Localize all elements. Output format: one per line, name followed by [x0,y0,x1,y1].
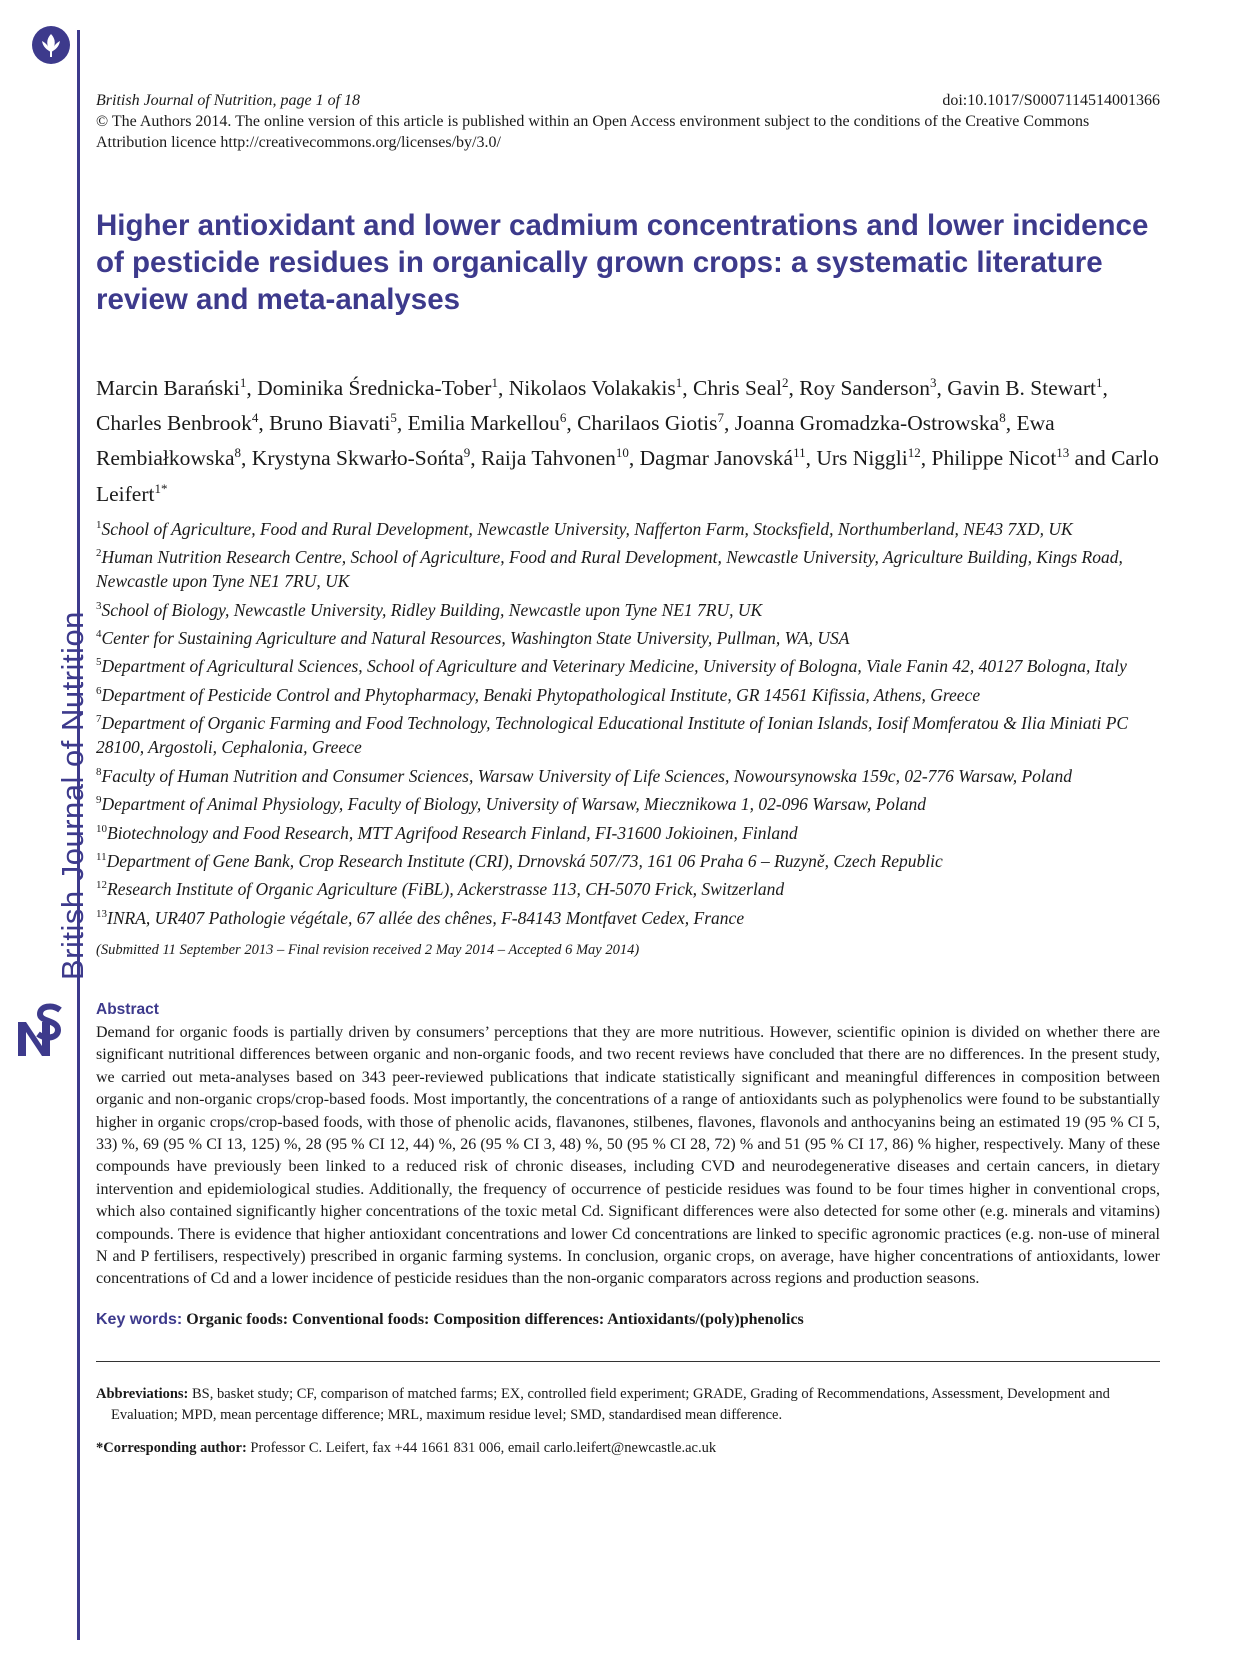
affiliation-number: 6 [96,684,102,697]
author-name: Joanna Gromadzka-Ostrowska$^8$ [734,410,1006,436]
affiliation-item [96,594,1160,622]
author-name: Chris Seal$^2$ [693,375,789,401]
journal-page-ref: British Journal of Nutrition, page 1 of 18 [96,92,361,109]
affiliation-number: 2 [96,546,102,559]
author-affiliation-marker: 1 [239,375,247,390]
leaf-circle-icon [32,26,70,64]
affiliation-number: 5 [96,656,102,669]
abbreviations-footnote [96,1384,1160,1426]
affiliation-item [96,679,1160,707]
affiliation-item [96,650,1160,678]
author-affiliation-marker: 4 [251,410,259,426]
author-affiliation-marker: 1 [491,375,498,390]
author-name: Raija Tahvonen$^{10}$ [481,445,629,471]
author-list: Marcin Barański$^1$, Dominika Średnicka-Tober$^1$, Nikolaos Volakakis$^1$, Chris Seal$^2$, Roy Sanderson$^3$, Gavin B. Stewart$^1$, Charles Benbrook$^4$, Bruno Biavati$^5$, Emilia Markellou$^6$, Charilaos Giotis$^7$, Joanna Gromadzka-Ostrowska$^8$, Ewa Rembiałkowska$^8$, Krystyna Skwarło-Sońta$^9$, Raija Tahvonen$^{10}$, Dagmar Janovská$^{11}$, Urs Niggli$^{12}$, Philippe Nicot$^{13}$ and Carlo Leifert$^{1*}$ [96,375,1159,506]
journal-side-title: British Journal of Nutrition [55,611,90,980]
affiliation-item [96,845,1160,873]
author-affiliation-marker: 8 [999,410,1006,426]
running-header [96,90,1160,111]
author-affiliation-marker: 1* [154,480,168,496]
affiliation-item [96,873,1160,901]
author-affiliation-marker: 1 [675,375,683,390]
author-name: Krystyna Skwarło-Sońta$^9$ [251,445,471,471]
author-name: Charilaos Giotis$^7$ [577,410,724,436]
affiliation-list [96,513,1160,930]
author-name: Dominika Średnicka-Tober$^1$ [257,375,498,401]
article-title: Higher antioxidant and lower cadmium concentrations and lower incidence of pesticide residues in organically grown crops: a systematic literature review and meta-analyses [96,209,1149,316]
affiliation-item [96,707,1160,760]
corresponding-author-text: Professor C. Leifert, fax +44 1661 831 006, email carlo.leifert@newcastle.ac.uk [250,1439,717,1456]
affiliation-text: Biotechnology and Food Research, MTT Agrifood Research Finland, FI-31600 Jokioinen, Finland [107,822,798,843]
article-first-page [96,90,1160,1459]
affiliation-text: School of Biology, Newcastle University, Ridley Building, Newcastle upon Tyne NE1 7RU, UK [101,599,763,620]
affiliation-number: 9 [96,794,102,807]
author-name: Philippe Nicot$^{13}$ [931,445,1070,471]
abstract-body: Demand for organic foods is partially driven by consumers’ perceptions that they are more nutritious. However, scientific opinion is divided on whether there are significant nutritional differences between organic and non-organic foods, and two recent reviews have concluded that there are no differences. In the present study, we carried out meta-analyses based on 343 peer-reviewed publications that indicate statistically significant and meaningful differences in composition between organic and non-organic crops/crop-based foods. Most importantly, the concentrations of a range of antioxidants such as polyphenolics were found to be substantially higher in organic crops/crop-based foods, with those of phenolic acids, flavanones, stilbenes, flavones, flavonols and anthocyanins being an estimated 19 (95 % CI 5, 33) %, 69 (95 % CI 13, 125) %, 28 (95 % CI 12, 44) %, 26 (95 % CI 3, 48) %, 50 (95 % CI 28, 72) % and 51 (95 % CI 17, 86) % higher, respectively. Many of these compounds have previously been linked to a reduced risk of chronic diseases, including CVD and neurodegenerative diseases and certain cancers, in dietary intervention and epidemiological studies. Additionally, the frequency of occurrence of pesticide residues was found to be four times higher in conventional crops, which also contained significantly higher concentrations of the toxic metal Cd. Significant differences were also detected for some other (e.g. minerals and vitamins) compounds. There is evidence that higher antioxidant concentrations and lower Cd concentrations are linked to specific agronomic practices (e.g. non-use of mineral N and P fertilisers, respectively) prescribed in organic farming systems. In conclusion, organic crops, on average, have higher concentrations of antioxidants, lower concentrations of Cd and a lower incidence of pesticide residues than the non-organic comparators across regions and production seasons. [96,1023,1160,1288]
author-affiliation-marker: 12 [907,445,921,461]
author-name: Dagmar Janovská$^{11}$ [639,445,806,471]
affiliation-number: 1 [96,518,102,531]
affiliation-item [96,622,1160,650]
license-statement: © The Authors 2014. The online version of this article is published within an Open Access environment subject to the conditions of the Creative Commons Attribution licence http://creativecommons.org/licenses/by/3.0/ [96,113,1090,151]
author-name: and Carlo Leifert$^{1*}$ [96,446,1159,506]
affiliation-text: Research Institute of Organic Agriculture (FiBL), Ackerstrasse 113, CH-5070 Frick, Switzerland [107,879,785,900]
abbreviations-label: Abbreviations: [96,1385,189,1402]
author-name: Roy Sanderson$^3$ [799,375,937,401]
affiliation-text: Department of Organic Farming and Food Technology, Technological Educational Institute of Ionian Islands, Iosif Momferatou & Ilia Miniati PC 28100, Argostoli, Cephalonia, Greece [96,712,1129,758]
author-name: Charles Benbrook$^4$ [96,410,259,436]
affiliation-item [96,760,1160,788]
author-name: Nikolaos Volakakis$^1$ [508,375,683,401]
affiliation-text: School of Agriculture, Food and Rural Development, Newcastle University, Nafferton Farm, Stocksfield, Northumberland, NE43 7XD, UK [101,518,1073,539]
affiliation-text: INRA, UR407 Pathologie végétale, 67 allée des chênes, F-84143 Montfavet Cedex, France [107,907,745,928]
affiliation-number: 13 [96,907,107,920]
affiliation-text: Center for Sustaining Agriculture and Natural Resources, Washington State University, Pullman, WA, USA [101,627,850,648]
author-affiliation-marker: 2 [781,375,789,390]
author-name: Urs Niggli$^{12}$ [816,445,921,471]
affiliation-item [96,902,1160,930]
author-affiliation-marker: 9 [463,445,471,461]
author-affiliation-marker: 8 [234,445,242,461]
keywords-label: Key words: [96,1310,183,1328]
affiliation-number: 4 [96,628,102,641]
author-name: Marcin Barański$^1$ [96,375,247,401]
footnote-divider [96,1361,1160,1362]
affiliation-number: 3 [96,599,102,612]
affiliation-item [96,788,1160,816]
submission-dates: (Submitted 11 September 2013 – Final revision received 2 May 2014 – Accepted 6 May 2014) [96,941,640,958]
affiliation-number: 8 [96,765,102,778]
affiliation-item [96,513,1160,541]
affiliation-number: 10 [96,822,107,835]
author-affiliation-marker: 3 [930,375,937,390]
keywords [96,1309,1160,1331]
author-affiliation-marker: 10 [615,445,629,461]
abbreviations-text: BS, basket study; CF, comparison of matched farms; EX, controlled field experiment; GRADE, Grading of Recommendations, Assessment, Development and Evaluation; MPD, mean percentage difference; MRL, maximum residue level; SMD, standardised mean difference. [111,1385,1110,1423]
author-name: Gavin B. Stewart$^1$ [947,375,1103,401]
publisher-ns-logo [14,1002,64,1058]
affiliation-number: 7 [96,713,102,726]
affiliation-number: 11 [96,850,107,863]
affiliation-item [96,817,1160,845]
author-name: Ewa Rembiałkowska$^8$ [96,411,1055,471]
affiliation-text: Department of Gene Bank, Crop Research Institute (CRI), Drnovská 507/73, 161 06 Praha 6 – Ruzyně, Czech Republic [106,850,943,871]
affiliation-item [96,541,1160,594]
keywords-text: Organic foods: Conventional foods: Composition differences: Antioxidants/(poly)phenolics [186,1310,804,1328]
affiliation-number: 12 [96,879,107,892]
author-affiliation-marker: 6 [559,410,567,426]
author-affiliation-marker: 7 [717,410,724,426]
affiliation-text: Department of Pesticide Control and Phytopharmacy, Benaki Phytopathological Institute, GR 14561 Kifissia, Athens, Greece [101,684,981,705]
affiliation-text: Department of Animal Physiology, Faculty of Biology, University of Warsaw, Miecznikowa 1, 02-096 Warsaw, Poland [101,794,927,815]
abstract-heading: Abstract [96,1000,159,1018]
corresponding-author-label: *Corresponding author: [96,1439,247,1456]
affiliation-text: Department of Agricultural Sciences, School of Agriculture and Veterinary Medicine, University of Bologna, Viale Fanin 42, 40127 Bologna, Italy [101,656,1127,677]
author-name: Bruno Biavati$^5$ [269,410,397,436]
author-affiliation-marker: 13 [1056,445,1070,461]
author-name: Emilia Markellou$^6$ [407,410,567,436]
affiliation-text: Human Nutrition Research Centre, School of Agriculture, Food and Rural Development, Newcastle University, Agriculture Building, Kings Road, Newcastle upon Tyne NE1 7RU, UK [96,546,1123,592]
author-affiliation-marker: 11 [793,445,806,461]
corresponding-author-footnote [96,1438,1160,1459]
doi-text: doi:10.1017/S0007114514001366 [942,92,1160,109]
author-affiliation-marker: 5 [390,410,397,426]
affiliation-text: Faculty of Human Nutrition and Consumer Sciences, Warsaw University of Life Sciences, Nowoursynowska 159c, 02-776 Warsaw, Poland [101,765,1073,786]
author-affiliation-marker: 1 [1095,375,1103,390]
